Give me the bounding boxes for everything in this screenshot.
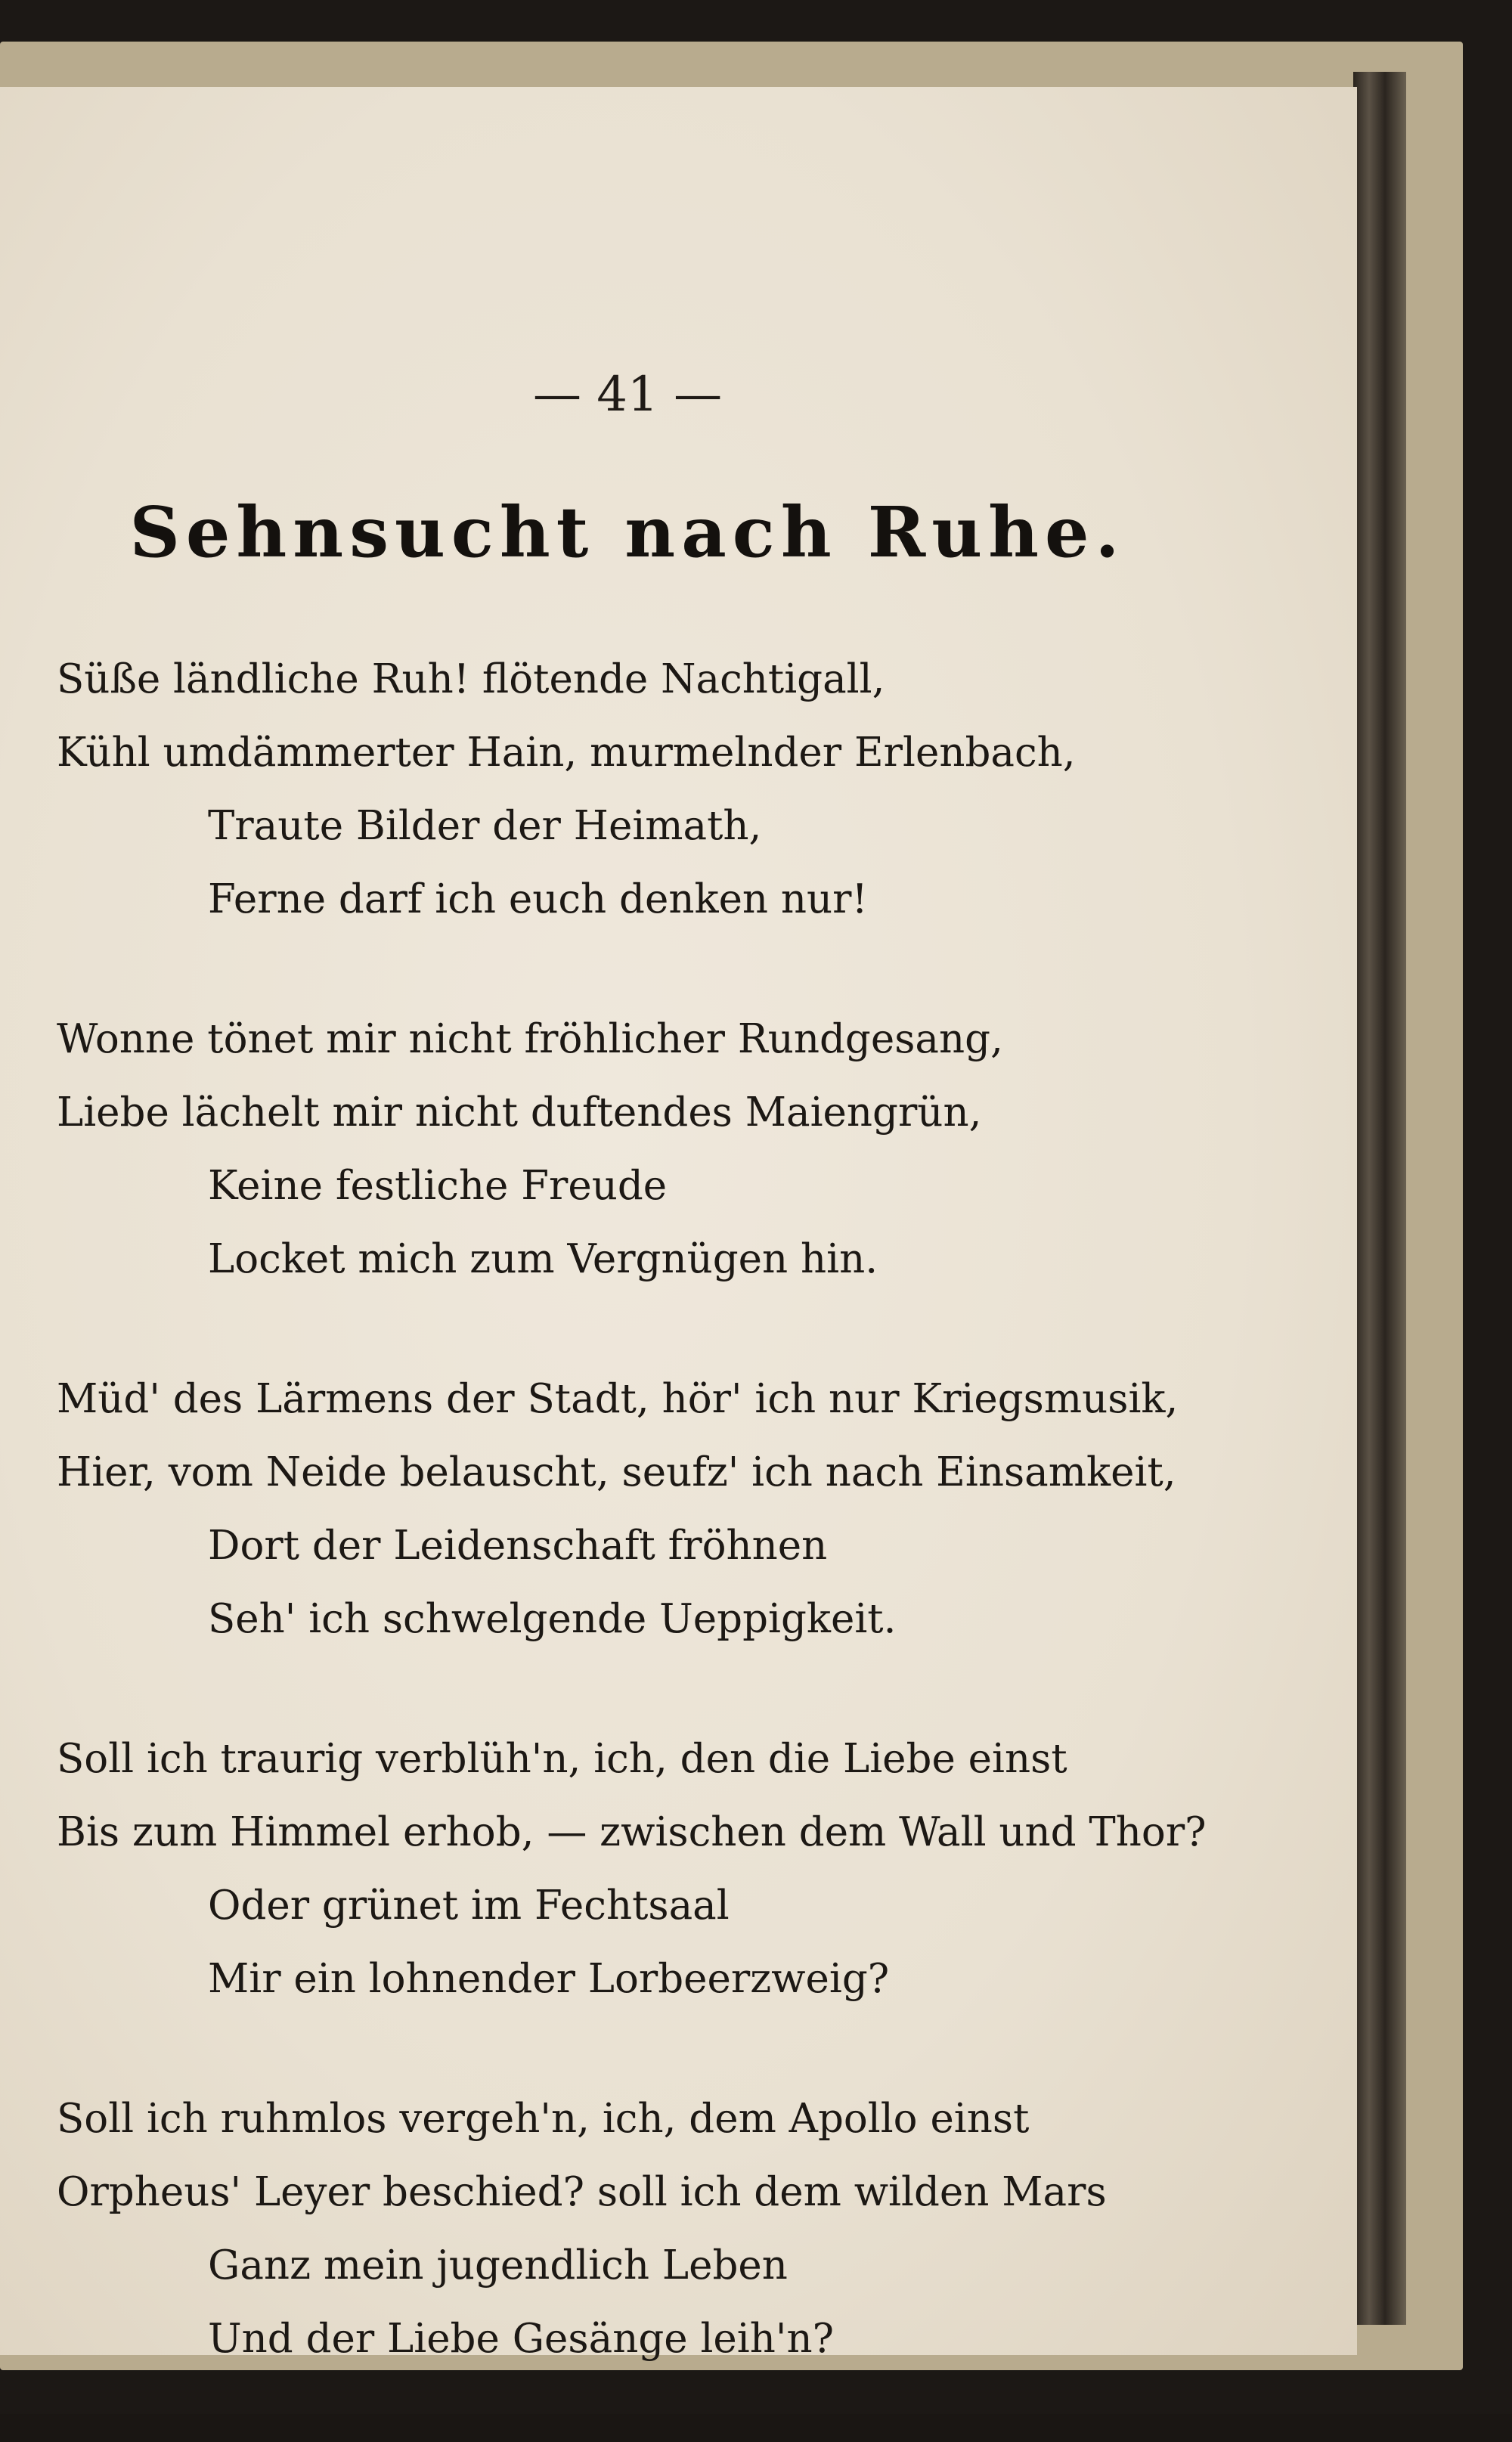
verse-line: Soll ich ruhmlos vergeh'n, ich, dem Apollo einst [57,2096,1030,2142]
stanza-3 [57,1362,1266,1656]
stanza-4 [57,1722,1266,2016]
verse-line: Soll ich traurig verblüh'n, ich, den die Liebe einst [57,1736,1067,1782]
verse-line: Wonne tönet mir nicht fröhlicher Rundgesang, [57,1016,1003,1062]
verse-line: Ferne darf ich euch denken nur! [208,876,868,922]
poem-body [57,643,1266,2442]
verse-line: Seh' ich schwelgende Ueppigkeit. [208,1596,897,1642]
verse-line: Hier, vom Neide belauscht, seufz' ich nach Einsamkeit, [57,1449,1176,1495]
stanza-1 [57,643,1266,936]
verse-line: Und der Liebe Gesänge leih'n? [208,2316,834,2362]
verse-line: Keine festliche Freude [208,1163,668,1209]
verse-line: Müd' des Lärmens der Stadt, hör' ich nur Kriegsmusik, [57,1376,1179,1422]
verse-line: Bis zum Himmel erhob, — zwischen dem Wall und Thor? [57,1809,1207,1855]
verse-line: Locket mich zum Vergnügen hin. [208,1236,878,1282]
poem-title: Sehnsucht nach Ruhe. [129,491,1126,573]
verse-line: Liebe lächelt mir nicht duftendes Maiengrün, [57,1089,982,1136]
book-page [0,87,1357,2362]
stanza-5 [57,2082,1266,2375]
verse-line: Süße ländliche Ruh! flötende Nachtigall, [57,656,885,702]
verse-line: Traute Bilder der Heimath, [208,803,762,849]
verse-line: Dort der Leidenschaft fröhnen [208,1523,828,1569]
page-number: — 41 — [532,367,723,423]
page-stack-edge [1353,72,1406,2325]
verse-line: Kühl umdämmerter Hain, murmelnder Erlenbach, [57,730,1076,776]
verse-line: Oder grünet im Fechtsaal [208,1883,730,1929]
verse-line: Mir ein lohnender Lorbeerzweig? [208,1956,890,2002]
verse-line: Ganz mein jugendlich Leben [208,2242,788,2289]
stanza-2 [57,1003,1266,1296]
verse-line: Orpheus' Leyer beschied? soll ich dem wilden Mars [57,2169,1107,2215]
